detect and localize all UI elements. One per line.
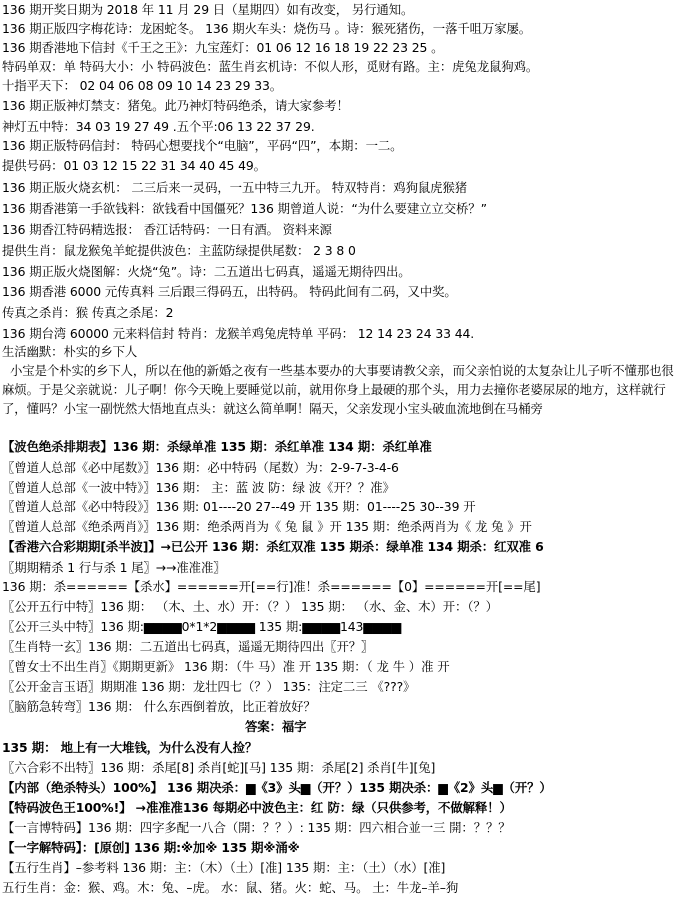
- text-line-14: 136 期正版火烧图解：火烧“兔”。诗：二五道出七码真，遥遥无期待四出。: [2, 264, 411, 279]
- text-line-18: 生活幽默：朴实的乡下人: [2, 344, 138, 359]
- text-line-35: 【内部（绝杀特头）100%】 136 期决杀：▆《3》头▆（开？）135 期决杀：▆《2》头▆（开？）: [2, 780, 552, 795]
- text-line-37: 【一言博特码】136 期：四字多配一八合（開：？？）: 135 期：四六相合並一三 開：？？？: [2, 820, 511, 835]
- text-line-28: 〖公开三头中特〗136 期:▆▆▆▆0*1*2▆▆▆▆ 135 期:▆▆▆▆143▆▆▆▆: [2, 619, 402, 634]
- text-line-24: 【香港六合彩期期[杀半波]】→已公开 136 期：杀红双准 135 期杀：绿单准 134 期杀：红双准 6: [2, 539, 544, 554]
- text-line-22: 〖曾道人总部《必中特段》〗136 期: 01----20 27--49 开 135 期：01----25 30--39 开: [2, 499, 476, 514]
- answer-value: 福字: [281, 719, 307, 734]
- text-line-7: 神灯五中特：34 03 19 27 49 .五个平:06 13 22 37 29.: [2, 119, 315, 134]
- text-line-33: 135 期： 地上有一大堆钱，为什么没有人捡？: [2, 740, 258, 755]
- text-line-15: 136 期香港 6000 元传真料 三后跟三得码五，出特码。 特码此间有二码，又中奖。: [2, 284, 457, 299]
- text-line-11: 136 期香港第一手欲钱料：欲钱看中国僵死？136 期曾道人说：“为什么要建立立交桥？”: [2, 201, 487, 216]
- text-line-26: 136 期：杀======【杀水】======开[==行]准！杀======【0】======开[==尾]: [2, 579, 541, 594]
- text-line-4: 特码单双：单 特码大小：小 特码波色：蓝生肖玄机诗：不似人形，觅财有路。主：虎兔龙鼠狗鸡。: [2, 59, 539, 74]
- text-line-12: 136 期香江特码精选报： 香江话特码：一日有酒。 资料来源: [2, 222, 332, 237]
- text-line-10: 136 期正版火烧玄机： 二三后来一灵码，一五中特三九开。 特双特肖：鸡狗鼠虎猴猪: [2, 180, 468, 195]
- answer-line: [245, 717, 306, 736]
- text-line-23: 〖曾道人总部《绝杀两肖》〗136 期：绝杀两肖为《 兔 鼠 》开 135 期：绝杀两肖为《 龙 兔 》开: [2, 519, 532, 534]
- text-line-25: 〖期期精杀 1 行与杀 1 尾〗→→准准准〗: [2, 560, 226, 575]
- text-line-16: 传真之杀肖：猴 传真之杀尾：2: [2, 305, 174, 320]
- text-line-40: 五行生肖：金：猴、鸡。木：兔、–虎。 水：鼠、猪。火：蛇、马。 土：牛龙–羊–狗: [2, 880, 459, 895]
- text-line-29: 〖生肖特一玄〗136 期：二五道出七码真，遥遥无期待四出〖开？〗: [2, 639, 374, 654]
- text-line-13: 提供生肖：鼠龙猴兔羊蛇提供波色：主蓝防绿提供尾数： 2 3 8 0: [2, 243, 356, 258]
- text-line-17: 136 期台湾 60000 元来料信封 特肖：龙猴羊鸡兔虎特单 平码： 12 14 23 24 33 44.: [2, 326, 475, 341]
- text-line-8: 136 期正版特码信封： 特码心想要找个“电脑”，平码“四”，本期：一二。: [2, 138, 403, 153]
- text-line-2: 136 期正版四字梅花诗：龙困蛇冬。 136 期火车头：烧伤马 。诗：猴死猪伤，一落千咀万家屡。: [2, 21, 532, 36]
- text-line-36: 【特码波色王100%!】 →准准准136 每期必中波色主：红 防：绿（只供参考，不做解释！）: [2, 800, 512, 815]
- text-line-21: 〖曾道人总部《一波中特》〗136 期： 主：蓝 波 防：绿 波《开？？准》: [2, 480, 395, 495]
- text-line-5: 十指平天下： 02 04 06 08 09 10 14 23 29 33。: [2, 78, 283, 93]
- text-line-32: 〖脑筋急转弯〗136 期： 什么东西倒着放，比正着放好？: [2, 699, 316, 714]
- text-line-30: 〖曾女士不出生肖〗《期期更新》 136 期：（牛 马）准 开 135 期：（ 龙 牛 ）准 开: [2, 659, 450, 674]
- text-line-1: 136 期开奖日期为 2018 年 11 月 29 日（星期四）如有改变， 另行通知。: [2, 2, 414, 17]
- text-line-6: 136 期正版神灯禁支：猪兔。此乃神灯特码绝杀，请大家参考！: [2, 98, 349, 113]
- text-line-38: 【一字解特码】：[原创] 136 期:※加※ 135 期※涌※: [2, 840, 300, 855]
- text-line-39: 【五行生肖】–参考料 136 期：主：（木）（土）[准] 135 期：主：（土）（水）[准]: [2, 860, 446, 875]
- text-line-27: 〖公开五行中特〗136 期： （木、土、水）开：（？） 135 期： （水、金、木）开：（？）: [2, 599, 498, 614]
- text-line-20: 〖曾道人总部《必中尾数》〗136 期：必中特码（尾数）为：2-9-7-3-4-6: [2, 460, 399, 475]
- text-line-19: 【波色绝杀排期表】136 期：杀绿单准 135 期：杀红单准 134 期：杀红单准: [2, 439, 432, 454]
- text-line-34: 〖六合彩不出特〗136 期：杀尾[8] 杀肖[蛇][马] 135 期：杀尾[2] 杀肖[牛][兔]: [2, 760, 436, 775]
- text-line-3: 136 期香港地下信封《千王之王》：九宝莲灯：01 06 12 16 18 19 22 23 25 。: [2, 40, 444, 55]
- story-paragraph: 小宝是个朴实的乡下人，所以在他的新婚之夜有一些基本要办的大事要请教父亲，而父亲怕说的太复杂让儿子听不懂那也很麻烦。于是父亲就说：儿子啊！你今天晚上要睡觉以前，就用你身上最硬的那个头，用力去撞你老婆尿尿的地方，这样就行了，懂吗？小宝一副恍然大悟地直点头：就这么简单啊！隔天，父亲发现小宝头破血流地倒在马桶旁: [2, 363, 674, 416]
- text-line-31: 〖公开金言玉语〗期期准 136 期：龙壮四七（？） 135：注定二三 《???》: [2, 679, 416, 694]
- answer-label: 答案：: [245, 719, 282, 734]
- text-line-9: 提供号码：01 03 12 15 22 31 34 40 45 49。: [2, 158, 266, 173]
